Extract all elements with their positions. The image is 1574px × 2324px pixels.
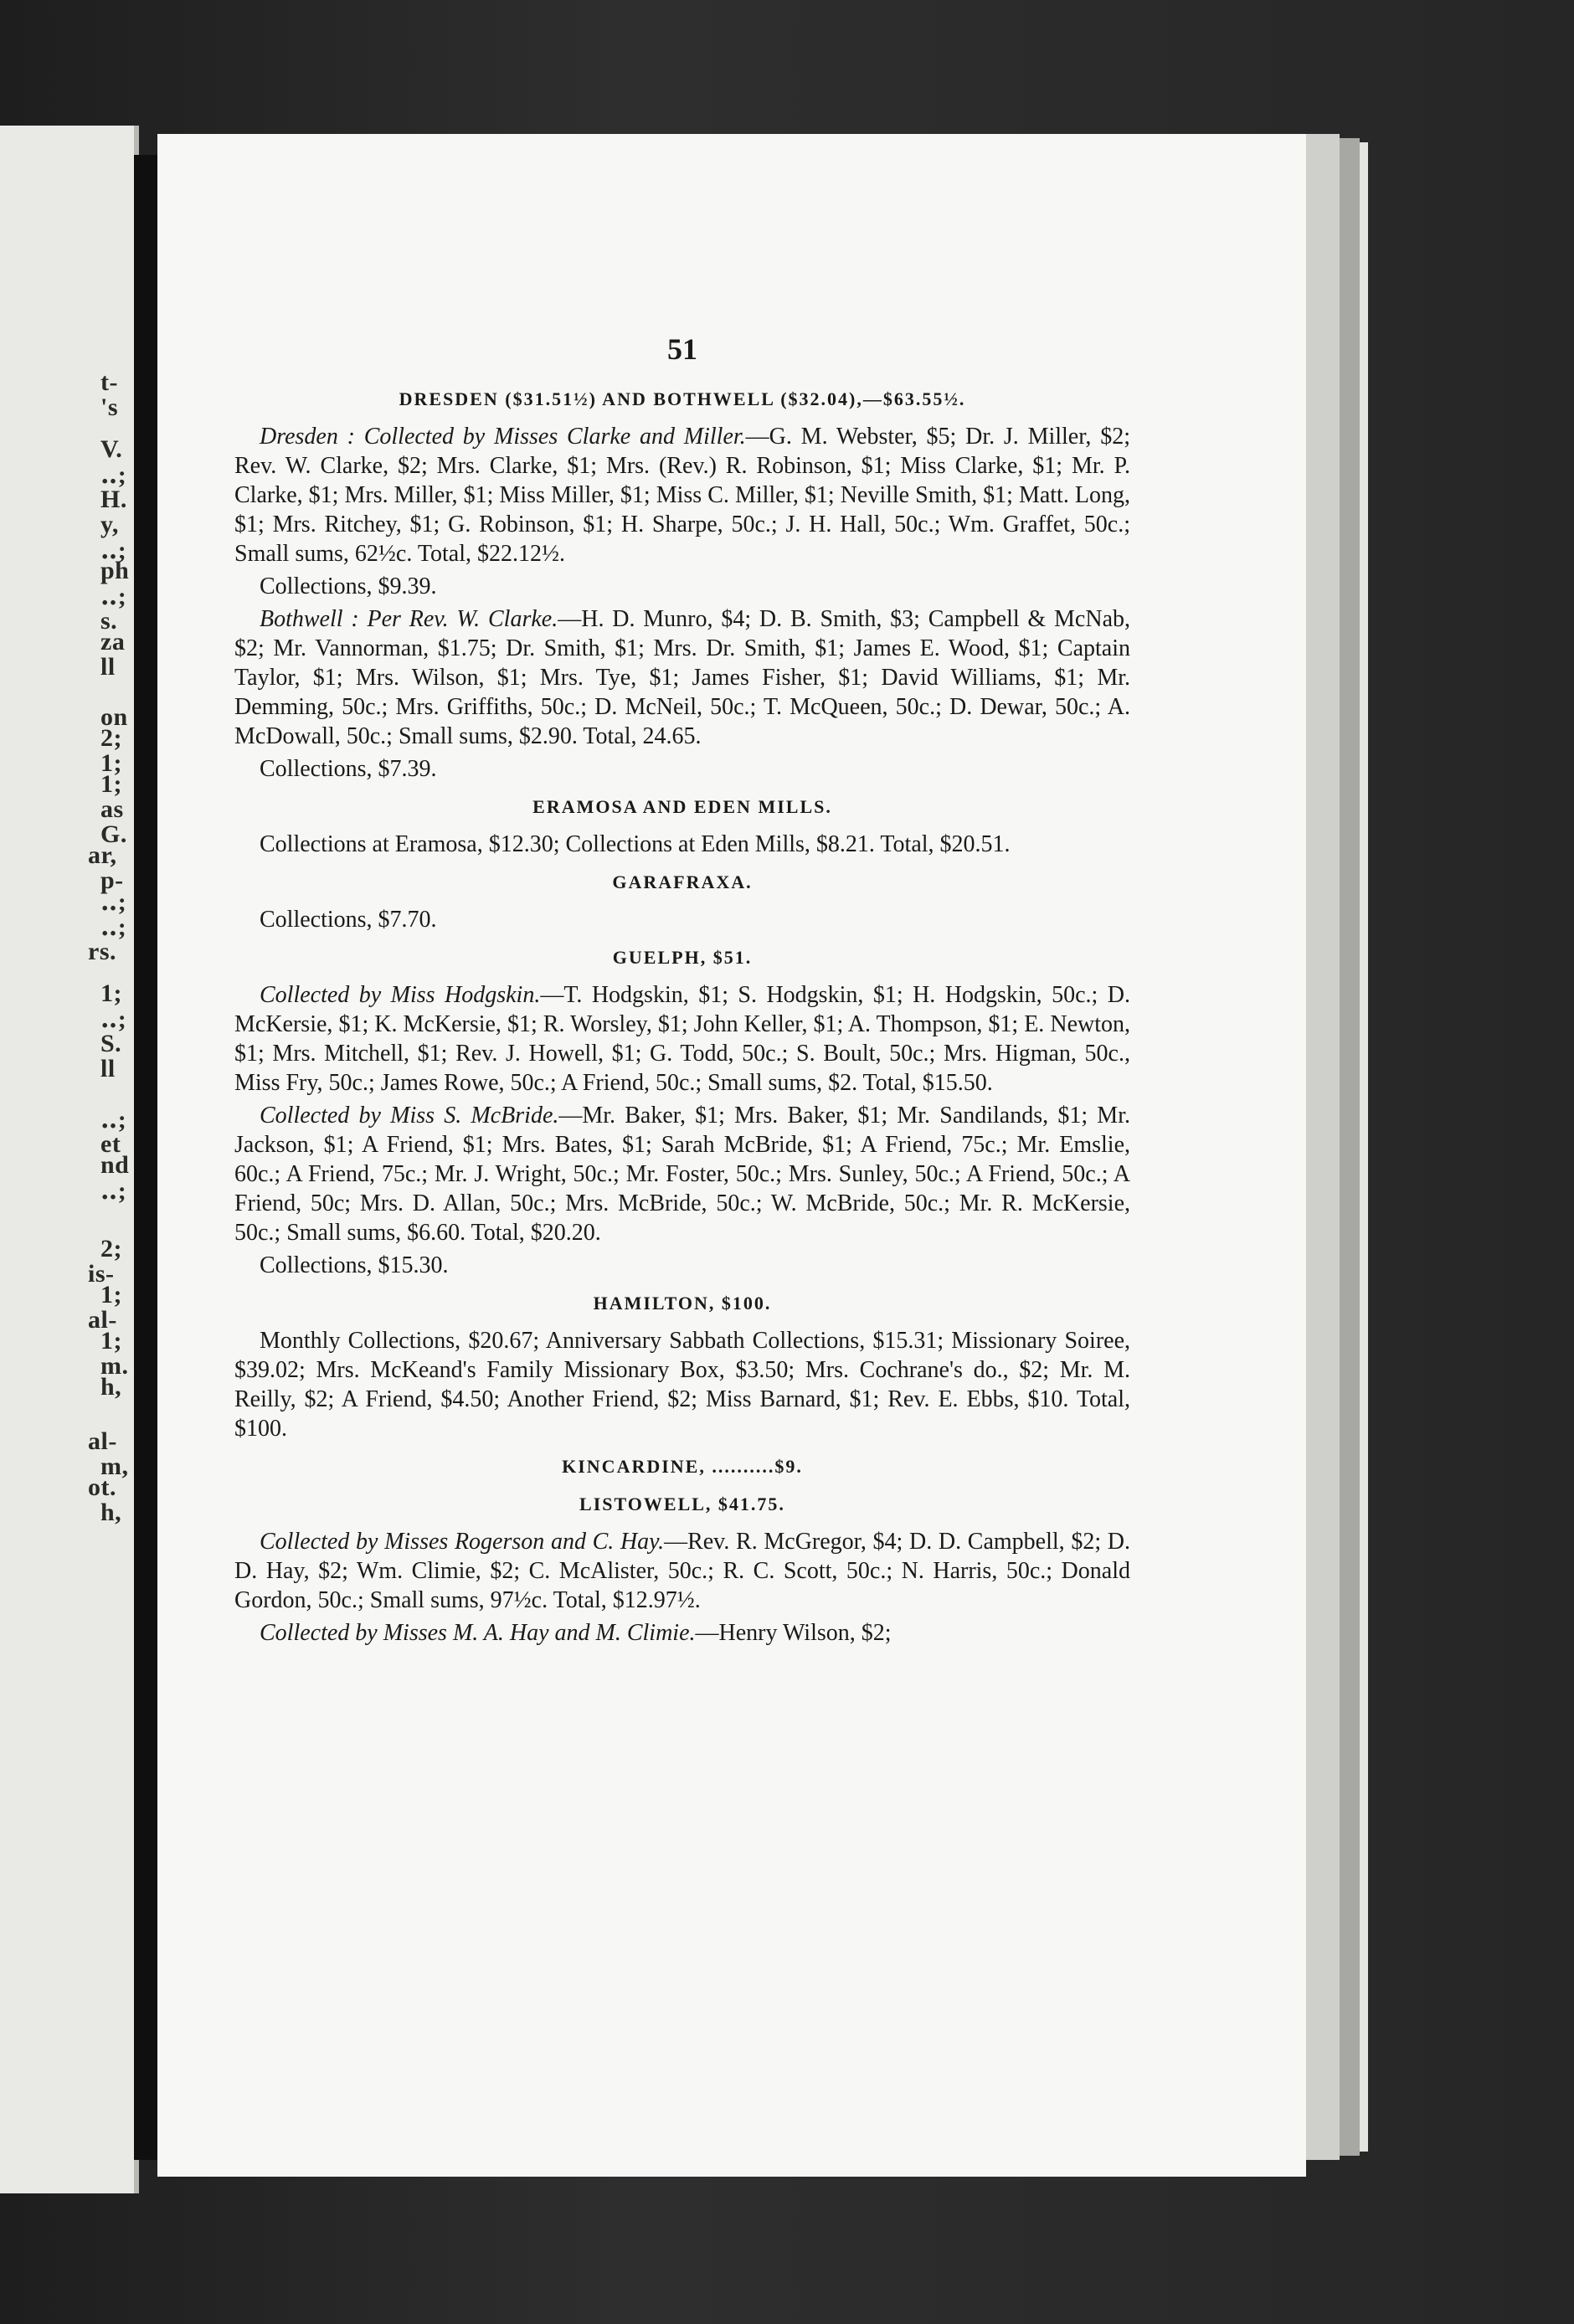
page-edge: [1360, 142, 1368, 2152]
entry-paragraph: [234, 572, 1130, 601]
entry-paragraph: [234, 604, 1130, 751]
book-page: [157, 134, 1306, 2177]
page-number: 51: [667, 332, 697, 366]
entry-paragraph: [234, 1618, 1130, 1648]
left-page-line-end: 1;: [100, 770, 122, 798]
section-heading: KINCARDINE, ..........$9.: [562, 1456, 803, 1477]
left-page-line-end: h,: [100, 1499, 122, 1526]
page-edge: [1340, 138, 1360, 2156]
left-page-line-end: ll: [100, 1055, 116, 1082]
left-page-line-end: ‥;: [100, 1106, 127, 1134]
entry-paragraph: [234, 1101, 1130, 1247]
left-page-line-end: ‥;: [100, 537, 127, 564]
left-page-line-end: V.: [100, 435, 123, 463]
entry-text: —T. Hodgskin, $1; S. Hodgskin, $1; H. Hodgskin, 50c.; D. McKersie, $1; K. McKersie, $1; R. Worsley, $1; John Keller, $1; A. Thompson, $1; E. Newton, $1; Mrs. Mitchell, $1; Rev. J. Howell, $1; G. Todd, 50c.; S. Boult, 50c.; Mrs. Higman, 50c., Miss Fry, 50c.; James Rowe, 50c.; A Friend, 50c.; Small sums, $2. Total, $15.50.: [234, 982, 1130, 1096]
left-page-line-end: ‥;: [100, 461, 127, 489]
left-page-line-end: is-: [88, 1260, 115, 1288]
entry-text: Collections, $7.70.: [260, 907, 437, 933]
section-heading: GARAFRAXA.: [612, 872, 753, 892]
section-heading: LISTOWELL, $41.75.: [579, 1494, 785, 1514]
entry-paragraph: [234, 754, 1130, 784]
left-page-line-end: et: [100, 1130, 121, 1158]
collector-lead: Collected by Misses M. A. Hay and M. Climie.: [260, 1620, 696, 1646]
section-heading: HAMILTON, $100.: [593, 1293, 772, 1314]
entry-text: Collections, $9.39.: [260, 573, 437, 599]
collector-lead: Collected by Miss S. McBride.: [260, 1103, 559, 1129]
left-page-line-end: t-: [100, 368, 118, 396]
entry-paragraph: [234, 1326, 1130, 1443]
entry-paragraph: [234, 1527, 1130, 1615]
left-page-line-end: rs.: [88, 938, 116, 965]
left-page-line-end: ar,: [88, 841, 117, 869]
entry-paragraph: [234, 830, 1130, 859]
left-page-line-end: as: [100, 795, 124, 823]
left-page-line-end: 2;: [100, 724, 122, 752]
previous-page-fragment: [0, 126, 139, 2193]
entry-paragraph: [234, 905, 1130, 934]
entry-paragraph: [234, 1251, 1130, 1280]
collector-lead: Collected by Misses Rogerson and C. Hay.: [260, 1529, 665, 1555]
left-page-line-end: ll: [100, 653, 116, 681]
left-page-line-end: al-: [88, 1306, 117, 1334]
left-page-line-end: 1;: [100, 1281, 122, 1309]
left-page-line-end: nd: [100, 1151, 130, 1179]
left-page-line-end: h,: [100, 1373, 122, 1401]
entry-text: Collections at Eramosa, $12.30; Collections at Eden Mills, $8.21. Total, $20.51.: [260, 831, 1011, 857]
section-heading: DRESDEN ($31.51½) AND BOTHWELL ($32.04),—$63.55½.: [399, 388, 966, 409]
left-page-line-end: y,: [100, 511, 119, 538]
left-page-line-end: H.: [100, 486, 127, 513]
entry-text: Collections, $15.30.: [260, 1252, 449, 1278]
left-page-line-end: p-: [100, 866, 124, 894]
entry-text: —Rev. R. McGregor, $4; D. D. Campbell, $2; D. D. Hay, $2; Wm. Climie, $2; C. McAlister, 50c.; R. C. Scott, 50c.; N. Harris, 50c.; Donald Gordon, 50c.; Small sums, 97½c. Total, $12.97½.: [234, 1529, 1130, 1613]
collector-lead: Dresden : Collected by Misses Clarke and Miller.: [260, 424, 746, 450]
left-page-line-end: ‥;: [100, 888, 127, 916]
left-page-line-end: ‥;: [100, 583, 127, 610]
entry-paragraph: [234, 422, 1130, 568]
collector-lead: Collected by Miss Hodgskin.: [260, 982, 541, 1008]
left-page-line-end: al-: [88, 1427, 117, 1455]
page-text: [234, 332, 1131, 1651]
entry-text: Monthly Collections, $20.67; Anniversary Sabbath Collections, $15.31; Missionary Soiree, $39.02; Mrs. McKeand's Family Missionary Box, $3.50; Mrs. Cochrane's do., $2; Mr. M. Reilly, $2; A Friend, $4.50; Another Friend, $2; Miss Barnard, $1; Rev. E. Ebbs, $10. Total, $100.: [234, 1328, 1130, 1442]
left-page-line-end: 1;: [100, 749, 122, 777]
book-spine: [134, 155, 157, 2160]
left-page-line-end: G.: [100, 820, 127, 848]
entry-text: —G. M. Webster, $5; Dr. J. Miller, $2; Rev. W. Clarke, $2; Mrs. Clarke, $1; Mrs. (Rev.) R. Robinson, $1; Miss Clarke, $1; Mr. P. Clarke, $1; Mrs. Miller, $1; Miss Miller, $1; Miss C. Miller, $1; Neville Smith, $1; Matt. Long, $1; Mrs. Ritchey, $1; G. Robinson, $1; H. Sharpe, 50c.; J. H. Hall, 50c.; Wm. Graffet, 50c.; Small sums, 62½c. Total, $22.12½.: [234, 424, 1130, 567]
entry-paragraph: [234, 980, 1130, 1098]
left-page-line-end: m.: [100, 1352, 129, 1380]
left-page-line-end: m,: [100, 1452, 129, 1480]
left-page-line-end: ‥;: [100, 913, 127, 941]
entry-text: —Mr. Baker, $1; Mrs. Baker, $1; Mr. Sandilands, $1; Mr. Jackson, $1; A Friend, $1; Mrs. Bates, $1; Sarah McBride, $1; A Friend, 75c.; Mr. Emslie, 60c.; A Friend, 75c.; Mr. J. Wright, 50c.; Mr. Foster, 50c.; Mrs. Sunley, 50c.; A Friend, 50c.; A Friend, 50c; Mrs. D. Allan, 50c.; Mrs. McBride, 50c.; W. McBride, 50c.; Mr. R. McKersie, 50c.; Small sums, $6.60. Total, $20.20.: [234, 1103, 1130, 1246]
left-page-line-end: za: [100, 628, 126, 656]
page-edge: [1306, 134, 1340, 2160]
entry-text: —Henry Wilson, $2;: [695, 1620, 892, 1646]
left-page-line-end: 's: [100, 393, 119, 421]
left-page-line-end: ot.: [88, 1473, 116, 1501]
left-page-line-end: 1;: [100, 1327, 122, 1355]
left-page-line-end: on: [100, 703, 128, 731]
left-page-line-end: ‥;: [100, 1177, 127, 1205]
left-page-line-end: 2;: [100, 1235, 122, 1262]
left-page-line-end: 1;: [100, 979, 122, 1007]
section-heading: GUELPH, $51.: [612, 947, 753, 968]
entry-text: Collections, $7.39.: [260, 756, 437, 782]
collector-lead: Bothwell : Per Rev. W. Clarke.: [260, 606, 558, 632]
section-heading: ERAMOSA AND EDEN MILLS.: [532, 796, 832, 817]
left-page-line-end: S.: [100, 1030, 122, 1057]
entry-text: —H. D. Munro, $4; D. B. Smith, $3; Campbell & McNab, $2; Mr. Vannorman, $1.75; Dr. Smith, $1; Mrs. Dr. Smith, $1; James E. Wood, $1; Captain Taylor, $1; Mrs. Wilson, $1; Mrs. Tye, $1; James Fisher, $1; David Williams, $1; Mr. Demming, 50c.; Mrs. Griffiths, 50c.; D. McNeil, 50c.; T. McQueen, 50c.; D. Dewar, 50c.; A. McDowall, 50c.; Small sums, $2.90. Total, 24.65.: [234, 606, 1131, 749]
left-page-line-end: ‥;: [100, 1005, 127, 1033]
left-page-line-end: ph: [100, 557, 130, 584]
left-page-line-end: s.: [100, 607, 118, 635]
